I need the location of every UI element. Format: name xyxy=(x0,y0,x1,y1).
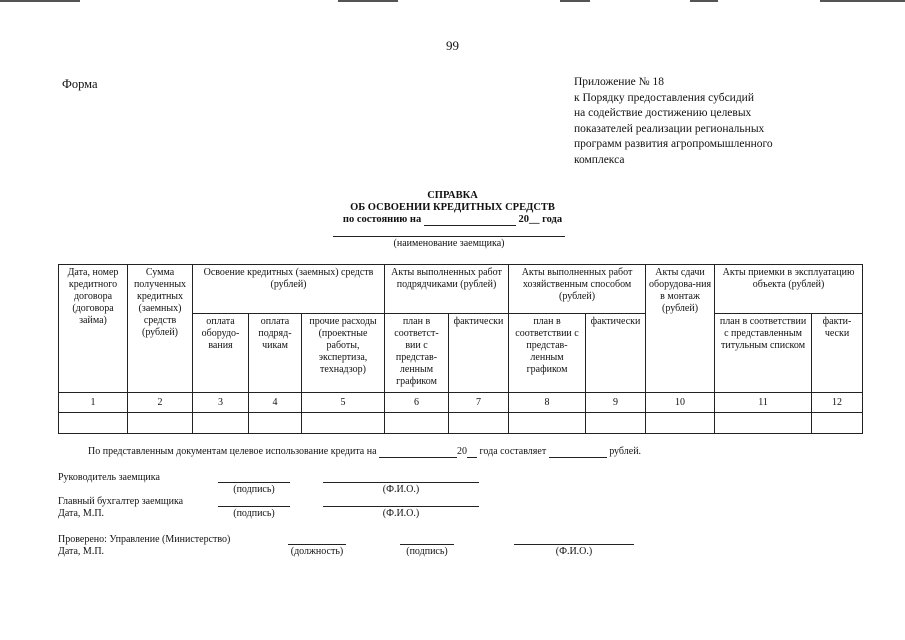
date-year: 20__ года xyxy=(518,214,563,225)
verified-date-mp: Дата, М.П. xyxy=(58,546,105,557)
header-amount: Сумма полученных кредитных (заемных) средств (рублей) xyxy=(128,265,193,393)
date-blank xyxy=(424,214,516,226)
statement-blank-year[interactable] xyxy=(467,446,477,458)
table-cell[interactable] xyxy=(59,413,128,434)
table-cell[interactable] xyxy=(509,413,586,434)
column-number: 2 xyxy=(128,393,193,413)
column-number: 7 xyxy=(449,393,509,413)
subheader-actual-contractor: фактически xyxy=(449,314,509,393)
borrower-name-line xyxy=(333,236,565,237)
table-cell[interactable] xyxy=(812,413,863,434)
appendix-block xyxy=(574,75,773,168)
statement-part1: По представленным документам целевое использование кредита на xyxy=(88,446,377,457)
header-contractor-acts: Акты выполненных работ подрядчиками (рублей) xyxy=(385,265,509,314)
date-line xyxy=(0,214,905,226)
accountant-fio-caption: (Ф.И.О.) xyxy=(382,508,420,519)
accountant-label: Главный бухгалтер заемщика xyxy=(58,496,184,507)
column-number: 5 xyxy=(302,393,385,413)
column-number: 11 xyxy=(715,393,812,413)
table-cell[interactable] xyxy=(449,413,509,434)
borrower-name-caption: (наименование заемщика) xyxy=(393,238,505,249)
table-cell[interactable] xyxy=(715,413,812,434)
column-number: 12 xyxy=(812,393,863,413)
scan-edge-line xyxy=(0,0,80,2)
column-number: 6 xyxy=(385,393,449,413)
header-equipment-acts: Акты сдачи оборудова-ния в монтаж (рублей) xyxy=(646,265,715,393)
column-number: 10 xyxy=(646,393,715,413)
accountant-signature-caption: (подпись) xyxy=(233,508,275,519)
accountant-signature-line[interactable] xyxy=(218,506,290,507)
statement-blank-date[interactable] xyxy=(379,446,457,458)
verified-label: Проверено: Управление (Министерство) xyxy=(58,534,231,545)
appendix-line: программ развития агропромышленного xyxy=(574,138,773,150)
column-number: 9 xyxy=(586,393,646,413)
table-cell[interactable] xyxy=(193,413,249,434)
head-label: Руководитель заемщика xyxy=(58,472,160,483)
table-data-row xyxy=(59,413,863,434)
subheader-contractor-payment: оплата подряд-чикам xyxy=(249,314,302,393)
page-number: 99 xyxy=(446,38,459,53)
appendix-line: на содействие достижению целевых xyxy=(574,107,752,119)
head-signature-line[interactable] xyxy=(218,482,290,483)
scan-edge-line xyxy=(338,0,398,2)
subheader-actual-acceptance: факти-чески xyxy=(812,314,863,393)
form-label: Форма xyxy=(62,77,98,91)
head-fio-caption: (Ф.И.О.) xyxy=(382,484,420,495)
table-header-row xyxy=(59,265,863,314)
statement-year: 20 xyxy=(457,446,468,457)
subheader-plan-contractor: план в соответст-вии с представ-ленным графиком xyxy=(385,314,449,393)
statement-part2: года составляет xyxy=(479,446,547,457)
header-own-acts: Акты выполненных работ хозяйственным способом (рублей) xyxy=(509,265,646,314)
header-development: Освоение кредитных (заемных) средств (рублей) xyxy=(193,265,385,314)
verified-fio-caption: (Ф.И.О.) xyxy=(555,546,593,557)
date-prefix: по состоянию на xyxy=(342,214,422,225)
subheader-plan-acceptance: план в соответствии с представленным титульным списком xyxy=(715,314,812,393)
statement-blank-amount[interactable] xyxy=(549,446,607,458)
usage-statement xyxy=(88,446,641,458)
scan-edge-line xyxy=(820,0,905,2)
scan-edge-line xyxy=(560,0,590,2)
head-signature-caption: (подпись) xyxy=(233,484,275,495)
header-date-number: Дата, номер кредитного договора (договора займа) xyxy=(59,265,128,393)
column-number: 3 xyxy=(193,393,249,413)
column-number: 8 xyxy=(509,393,586,413)
subheader-actual-own: фактически xyxy=(586,314,646,393)
table-cell[interactable] xyxy=(586,413,646,434)
verified-signature-line[interactable] xyxy=(400,544,454,545)
verified-fio-line[interactable] xyxy=(514,544,634,545)
verified-position-line[interactable] xyxy=(288,544,346,545)
appendix-line: комплекса xyxy=(574,153,625,166)
verified-position-caption: (должность) xyxy=(290,546,344,557)
column-number: 1 xyxy=(59,393,128,413)
scan-edge-line xyxy=(690,0,718,2)
table-cell[interactable] xyxy=(385,413,449,434)
credit-development-table xyxy=(58,264,863,434)
subheader-plan-own: план в соответствии с представ-ленным графиком xyxy=(509,314,586,393)
column-number-row xyxy=(59,393,863,413)
subheader-equipment-payment: оплата оборудо-вания xyxy=(193,314,249,393)
table-cell[interactable] xyxy=(128,413,193,434)
accountant-fio-line[interactable] xyxy=(323,506,479,507)
statement-part3: рублей. xyxy=(609,446,642,457)
appendix-line: к Порядку предоставления субсидий xyxy=(574,91,754,104)
document-title: СПРАВКА xyxy=(427,190,478,201)
appendix-line: показателей реализации региональных xyxy=(574,122,765,135)
table-cell[interactable] xyxy=(646,413,715,434)
subheader-other-expenses: прочие расходы (проектные работы, экспертиза, технадзор) xyxy=(302,314,385,393)
document-subtitle: ОБ ОСВОЕНИИ КРЕДИТНЫХ СРЕДСТВ xyxy=(350,202,555,213)
head-fio-line[interactable] xyxy=(323,482,479,483)
table-cell[interactable] xyxy=(302,413,385,434)
verified-signature-caption: (подпись) xyxy=(406,546,448,557)
table-cell[interactable] xyxy=(249,413,302,434)
appendix-line: Приложение № 18 xyxy=(574,76,664,88)
column-number: 4 xyxy=(249,393,302,413)
accountant-date-mp: Дата, М.П. xyxy=(58,508,105,519)
header-acceptance-acts: Акты приемки в эксплуатацию объекта (рублей) xyxy=(715,265,863,314)
